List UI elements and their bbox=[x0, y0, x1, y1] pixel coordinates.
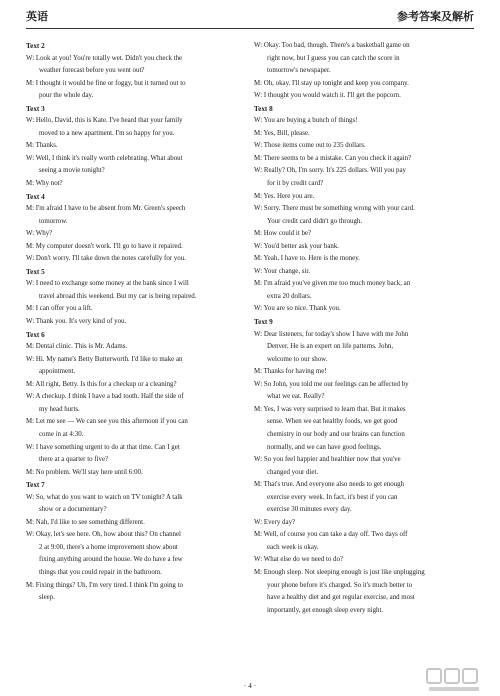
dialogue-line-continuation: tomorrow. bbox=[39, 217, 68, 225]
dialogue-line: W: What else do we need to do? bbox=[254, 556, 343, 564]
dialogue-line-continuation: for it by credit card? bbox=[267, 180, 324, 188]
dialogue-line: W: You'd better ask your bank. bbox=[254, 242, 340, 250]
dialogue-line-continuation: what we eat. Really? bbox=[267, 393, 325, 401]
dialogue-line-continuation: come in at 4:30. bbox=[39, 430, 84, 438]
dialogue-line: M: How could it be? bbox=[254, 230, 312, 238]
dialogue-line-continuation: right now, but I guess you can catch the score in bbox=[267, 54, 400, 62]
dialogue-line: M: Thanks for having me! bbox=[254, 368, 327, 376]
dialogue-line-continuation: there at a quarter to five? bbox=[39, 456, 109, 464]
dialogue-line: M: Well, of course you can take a day off. Two days off bbox=[254, 531, 408, 539]
page-number: · 4 · bbox=[243, 681, 257, 690]
section-heading: Text 5 bbox=[26, 267, 45, 276]
dialogue-line: M: Nah, I'd like to see something different. bbox=[26, 518, 145, 526]
left-column bbox=[26, 40, 246, 605]
dialogue-line: M: That's true. And everyone also needs to get enough bbox=[254, 481, 404, 489]
dialogue-line: W: Okay. Too bad, though. There's a basketball game on bbox=[254, 42, 410, 49]
dialogue-line: M: I thought it would be fine or foggy, but it turned out to bbox=[26, 79, 186, 87]
dialogue-line: W: I need to exchange some money at the bank since I will bbox=[26, 280, 189, 288]
dialogue-line: W: So John, you told me our feelings can be affected by bbox=[254, 380, 409, 388]
dialogue-line-continuation: appointment. bbox=[39, 368, 76, 376]
dialogue-line-continuation: exercise 30 minutes every day. bbox=[267, 506, 352, 514]
dialogue-line: M: Thanks. bbox=[26, 142, 58, 150]
dialogue-line: W: Well, I think it's really worth celebrating. What about bbox=[26, 154, 183, 162]
dialogue-line-continuation: exercise every week. In fact, it's best if you can bbox=[267, 493, 398, 501]
dialogue-line: W: Sorry. There must be something wrong with your card. bbox=[254, 205, 415, 213]
dialogue-line-continuation: Your credit card didn't go through. bbox=[267, 217, 363, 225]
dialogue-line-continuation: normally, and we can have good feelings. bbox=[267, 443, 382, 451]
dialogue-line-continuation: show or a documentary? bbox=[39, 506, 107, 514]
dialogue-line-continuation: fixing anything around the house. We do have a few bbox=[39, 556, 183, 564]
section-heading: Text 9 bbox=[254, 318, 273, 327]
dialogue-line: M: All right, Betty. Is this for a checkup or a cleaning? bbox=[26, 380, 177, 388]
dialogue-line: W: Don't worry. I'll take down the notes carefully for you. bbox=[26, 255, 186, 263]
dialogue-line-continuation: Denver. He is an expert on life patterns. John, bbox=[267, 343, 394, 351]
dialogue-line: W: I have something urgent to do at that time. Can I get bbox=[26, 443, 180, 451]
section-heading: Text 2 bbox=[26, 42, 45, 50]
dialogue-line: M: Yes, Bill, please. bbox=[254, 129, 310, 137]
dialogue-line-continuation: each week is okay. bbox=[267, 543, 319, 551]
dialogue-line-continuation: extra 20 dollars. bbox=[267, 292, 312, 300]
dialogue-line: M: Dental clinic. This is Mr. Adams. bbox=[26, 343, 128, 351]
header-title: 参考答案及解析 bbox=[397, 11, 474, 23]
dialogue-line: W: You are so nice. Thank you. bbox=[254, 305, 341, 313]
dialogue-line-continuation: sleep. bbox=[39, 594, 55, 602]
dialogue-line-continuation: have a healthy diet and get regular exercise, and most bbox=[267, 594, 415, 602]
dialogue-line: M: Let me see — We can see you this afternoon if you can bbox=[26, 418, 188, 426]
watermark-logo-icon bbox=[424, 666, 494, 694]
dialogue-line: M: Enough sleep. Not sleeping enough is just like unplugging bbox=[254, 568, 425, 576]
dialogue-line: W: Really? Oh, I'm sorry. It's 225 dollars. Will you pay bbox=[254, 167, 406, 175]
dialogue-line-continuation: your phone before it's charged. So it's much better to bbox=[267, 581, 413, 589]
dialogue-line: W: A checkup. I think I have a bad tooth. Half the side of bbox=[26, 393, 184, 401]
dialogue-line: W: Every day? bbox=[254, 518, 296, 526]
dialogue-line-continuation: pour the whole day. bbox=[39, 92, 94, 100]
dialogue-line-continuation: chemistry in our body and our brains can function bbox=[267, 430, 405, 438]
dialogue-line: W: Okay, let's see here. Oh, how about this? On channel bbox=[26, 531, 181, 539]
dialogue-line-continuation: 2 at 9:00, there's a home improvement show about bbox=[39, 543, 178, 551]
dialogue-line-continuation: sense. When we eat healthy foods, we get good bbox=[267, 418, 398, 426]
dialogue-line: M: Oh, okay. I'll stay up tonight and keep you company. bbox=[254, 79, 409, 87]
dialogue-line: W: Hello, David, this is Kate. I've heard that your family bbox=[26, 117, 183, 125]
section-heading: Text 8 bbox=[254, 104, 273, 113]
section-heading: Text 3 bbox=[26, 104, 45, 113]
dialogue-line: M: No problem. We'll stay here until 6:00. bbox=[26, 468, 143, 476]
dialogue-line: W: You are buying a bunch of things! bbox=[254, 117, 358, 125]
dialogue-line-continuation: changed your diet. bbox=[267, 468, 319, 476]
page-header bbox=[26, 6, 474, 28]
dialogue-line-continuation: my head hurts. bbox=[39, 405, 80, 413]
header-rule bbox=[26, 28, 474, 29]
dialogue-line-continuation: things that you could repair in the bathroom. bbox=[39, 568, 162, 576]
dialogue-line: W: Hi. My name's Betty Butterworth. I'd like to make an bbox=[26, 355, 183, 363]
section-heading: Text 4 bbox=[26, 192, 45, 201]
dialogue-line: W: I thought you would watch it. I'll get the popcorn. bbox=[254, 92, 401, 100]
dialogue-line: M: Yeah, I have to. Here is the money. bbox=[254, 255, 360, 263]
dialogue-line: W: Your change, sir. bbox=[254, 267, 311, 275]
section-heading: Text 6 bbox=[26, 330, 45, 339]
header-subject: 英语 bbox=[26, 11, 48, 23]
dialogue-line-continuation: seeing a movie tonight? bbox=[39, 167, 105, 175]
dialogue-line: M: I can offer you a lift. bbox=[26, 305, 93, 313]
dialogue-line: W: Those items come out to 235 dollars. bbox=[254, 142, 366, 150]
dialogue-line: M: I'm afraid I have to be absent from Mr. Green's speech bbox=[26, 205, 186, 213]
dialogue-line: M: Why not? bbox=[26, 180, 63, 188]
dialogue-line: W: Thank you. It's very kind of you. bbox=[26, 318, 127, 326]
dialogue-line: M: Yes. Here you are. bbox=[254, 192, 315, 200]
dialogue-line-continuation: travel abroad this weekend. But my car is being repaired. bbox=[39, 292, 197, 300]
dialogue-line-continuation: moved to a new apartment. I'm so happy for you. bbox=[39, 129, 175, 137]
dialogue-line: W: So you feel happier and healthier now that you've bbox=[254, 456, 401, 464]
dialogue-line-continuation: weather forecast before you went out? bbox=[39, 67, 145, 75]
dialogue-line: W: Look at you! You're totally wet. Didn't you check the bbox=[26, 54, 183, 62]
dialogue-line-continuation: tomorrow's newspaper. bbox=[267, 67, 331, 75]
dialogue-line: W: Why? bbox=[26, 230, 53, 238]
dialogue-line: M: I'm afraid you've given me too much money back, an bbox=[254, 280, 411, 288]
dialogue-line-continuation: importantly, get enough sleep every night. bbox=[267, 606, 384, 614]
dialogue-line: M: Yes, I was very surprised to learn that. But it makes bbox=[254, 405, 406, 413]
section-heading: Text 7 bbox=[26, 481, 45, 490]
dialogue-line: M: There seems to be a mistake. Can you check it again? bbox=[254, 154, 412, 162]
dialogue-line: M: Fixing things? Uh, I'm very tired. I think I'm going to bbox=[26, 581, 183, 589]
dialogue-line: W: Dear listeners, for today's show I have with me John bbox=[254, 330, 409, 338]
dialogue-line-continuation: welcome to our show. bbox=[267, 355, 328, 363]
dialogue-line: W: So, what do you want to watch on TV tonight? A talk bbox=[26, 493, 183, 501]
dialogue-line: M: My computer doesn't work. I'll go to have it repaired. bbox=[26, 242, 183, 250]
right-column bbox=[254, 40, 474, 617]
